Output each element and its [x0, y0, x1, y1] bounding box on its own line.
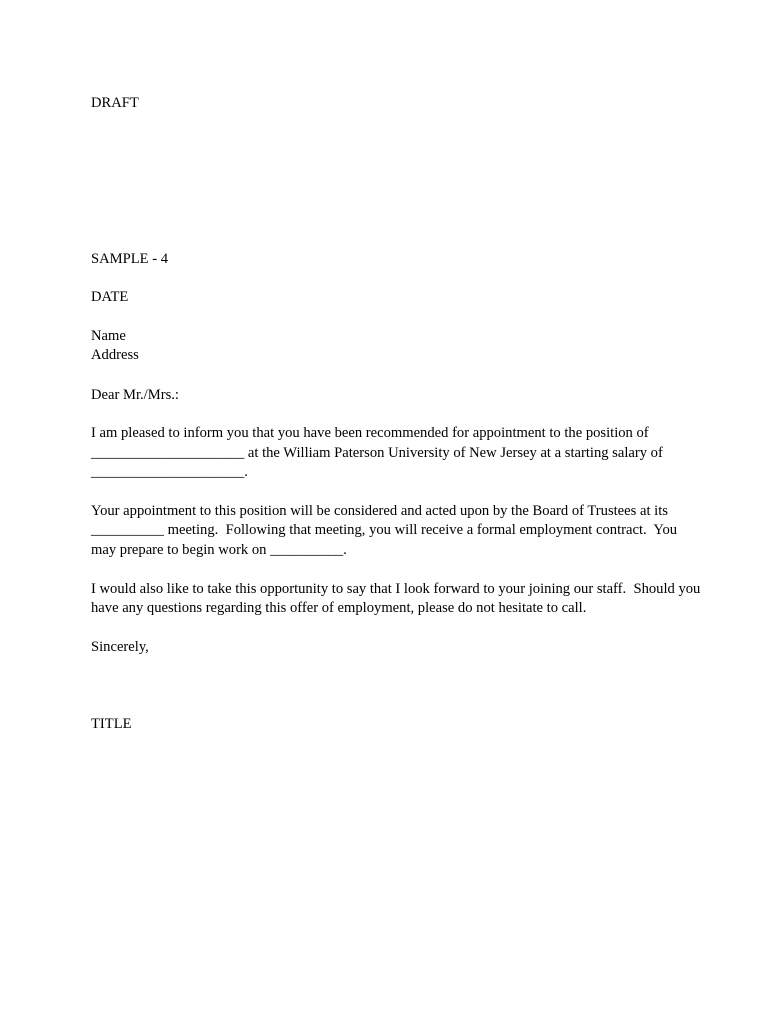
paragraph-1-line-3: _____________________. — [91, 464, 248, 480]
date-line: DATE — [91, 289, 129, 305]
sample-label: SAMPLE - 4 — [91, 251, 169, 267]
paragraph-3-line-2: have any questions regarding this offer of employment, please do not hesitate to call. — [91, 600, 587, 616]
paragraph-1-line-1: I am pleased to inform you that you have been recommended for appointment to the position of — [91, 425, 649, 441]
signature-title: TITLE — [91, 716, 132, 732]
recipient-name: Name — [91, 328, 126, 344]
salutation: Dear Mr./Mrs.: — [91, 387, 179, 403]
recipient-address: Address — [91, 347, 139, 363]
paragraph-3-line-1: I would also like to take this opportunity to say that I look forward to your joining our staff. Should you — [91, 581, 701, 597]
paragraph-2-line-3: may prepare to begin work on __________. — [91, 542, 347, 558]
closing: Sincerely, — [91, 639, 149, 655]
paragraph-1-line-2: _____________________ at the William Paterson University of New Jersey at a starting salary of — [91, 445, 663, 461]
draft-label: DRAFT — [91, 95, 139, 111]
paragraph-2-line-2: __________ meeting. Following that meeting, you will receive a formal employment contract. You — [91, 522, 678, 538]
paragraph-2-line-1: Your appointment to this position will be considered and acted upon by the Board of Trustees at its — [91, 503, 668, 519]
